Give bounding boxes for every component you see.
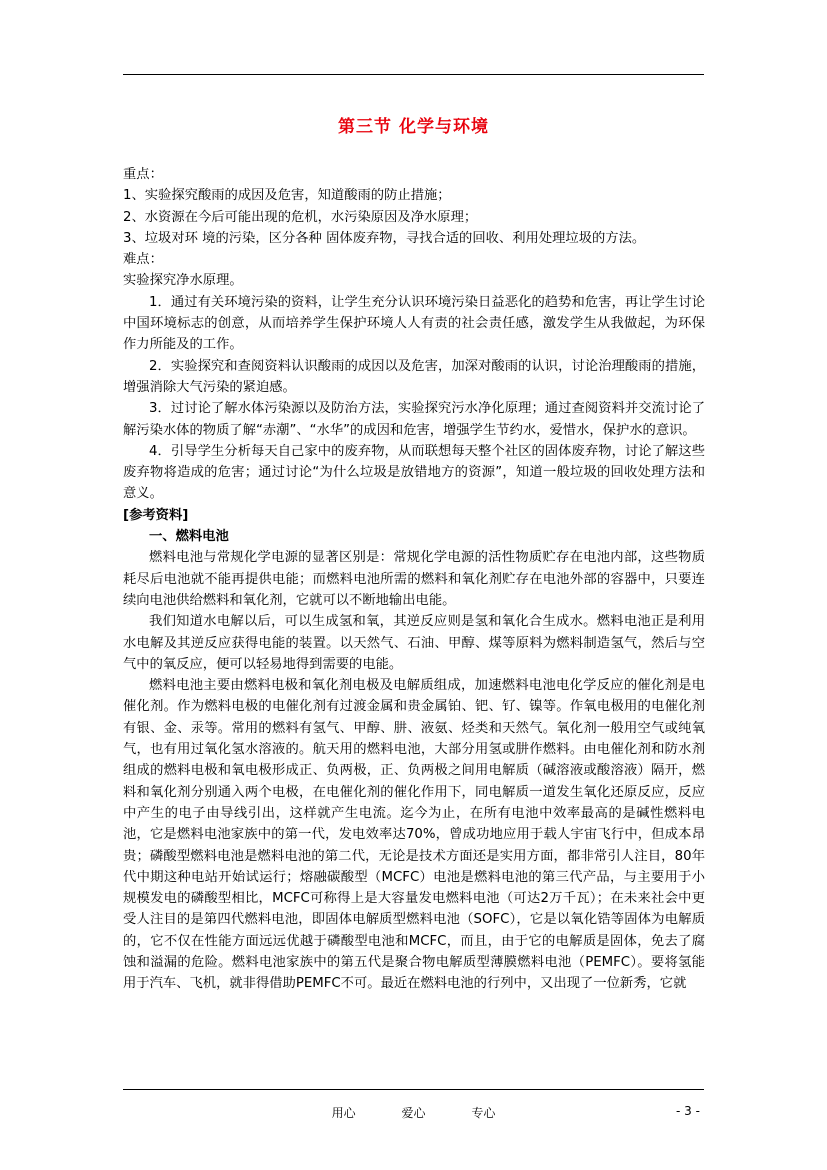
- paragraph: 1、实验探究酸雨的成因及危害，知道酸雨的防止措施；: [123, 188, 451, 204]
- paragraph: 1．通过有关环境污染的资料，让学生充分认识环境污染日益恶化的趋势和危害，再让学生讨论中国环境标志的创意，从而培养学生保护环境人人有责的社会责任感，激发学生从我做起，为环保作力所能及的工作。: [123, 294, 705, 353]
- footer-word: 用心: [331, 1106, 356, 1120]
- footer-word: 专心: [471, 1106, 496, 1120]
- page-title: 第三节 化学与环境: [338, 117, 489, 137]
- paragraph: 重点：: [123, 167, 163, 182]
- paragraph: 燃料电池主要由燃料电极和氧化剂电极及电解质组成，加速燃料电池电化学反应的催化剂是电催化剂。作为燃料电极的电催化剂有过渡金属和贵金属铂、钯、钌、镍等。作氧电极用的电催化剂有银、金、汞等。常用的燃料有氢气、甲醇、肼、液氨、烃类和天然气。氧化剂一般用空气或纯氧气，也有用过氧化氢水溶液的。航天用的燃料电池，大部分用氢或肼作燃料。由电催化剂和防水剂组成的燃料电极和氧电极形成正、负两极，正、负两极之间用电解质（碱溶液或酸溶液）隔开，燃料和氧化剂分别通入两个电极，在电催化剂的催化作用下，同电解质一道发生氧化还原反应，反应中产生的电子由导线引出，这样就产生电流。迄今为止，在所有电池中效率最高的是碱性燃料电池，它是燃料电池家族中的第一代，发电效率达70%，曾成功地应用于载人宇宙飞行中，但成本昂贵；磷酸型燃料电池是燃料电池的第二代，无论是技术方面还是实用方面，都非常引人注目，80年代中期这种电站开始试运行；熔融碳酸型（MCFC）电池是燃料电池的第三代产品，与主要用于小规模发电的磷酸型相比，MCFC可称得上是大容量发电燃料电池（可达2万千瓦）；在未来社会中更受人注目的是第四代燃料电池，即固体电解质型燃料电池（SOFC），它是以氧化锆等固体为电解质的，它不仅在性能方面远远优越于磷酸型电池和MCFC，而且，由于它的电解质是固体，免去了腐蚀和溢漏的危险。燃料电池家族中的第五代是聚合物电解质型薄膜燃料电池（PEMFC）。要将氢能用于汽车、飞机，就非得借助PEMFC不可。最近在燃料电池的行列中，又出现了一位新秀，它就: [123, 678, 705, 992]
- footer-word: 爱心: [401, 1106, 426, 1120]
- paragraph: 我们知道水电解以后，可以生成氢和氧，其逆反应则是氢和氧化合生成水。燃料电池正是利用水电解及其逆反应获得电能的装置。以天然气、石油、甲醇、煤等原料为燃料制造氢气，然后与空气中的氧反应，便可以轻易地得到需要的电能。: [123, 614, 705, 672]
- header-rule: [123, 74, 704, 75]
- paragraph: 4．引导学生分析每天自己家中的废弃物，从而联想每天整个社区的固体废弃物，讨论了解这些废弃物将造成的危害；通过讨论“为什么垃圾是放错地方的资源”，知道一般垃圾的回收处理方法和意义。: [123, 443, 705, 502]
- document-body: [123, 164, 705, 995]
- footer-motto: [0, 1104, 827, 1121]
- paragraph: 2．实验探究和查阅资料认识酸雨的成因以及危害，加深对酸雨的认识，讨论治理酸雨的措施，增强消除大气污染的紧迫感。: [123, 358, 705, 395]
- footer-rule: [123, 1089, 704, 1090]
- page-number: - 3 -: [676, 1104, 700, 1118]
- subsection-heading: 一、燃料电池: [149, 529, 229, 545]
- paragraph: 燃料电池与常规化学电源的显著区别是：常规化学电源的活性物质贮存在电池内部，这些物质耗尽后电池就不能再提供电能；而燃料电池所需的燃料和氧化剂贮存在电池外部的容器中，只要连续向电池供给燃料和氧化剂，它就可以不断地输出电能。: [123, 550, 705, 608]
- paragraph: 2、水资源在今后可能出现的危机，水污染原因及净水原理；: [123, 209, 478, 225]
- paragraph: 难点：: [123, 252, 163, 268]
- paragraph: 3、垃圾对环 境的污染，区分各种 固体废弃物，寻找合适的回收、利用处理垃圾的方法。: [123, 230, 646, 246]
- section-heading: [参考资料]: [123, 507, 189, 523]
- paragraph: 实验探究净水原理。: [123, 273, 243, 289]
- paragraph: 3．过讨论了解水体污染源以及防治方法，实验探究污水净化原理；通过查阅资料并交流讨论了解污染水体的物质了解“赤潮”、“水华”的成因和危害，增强学生节约水，爱惜水，保护水的意识。: [123, 401, 705, 438]
